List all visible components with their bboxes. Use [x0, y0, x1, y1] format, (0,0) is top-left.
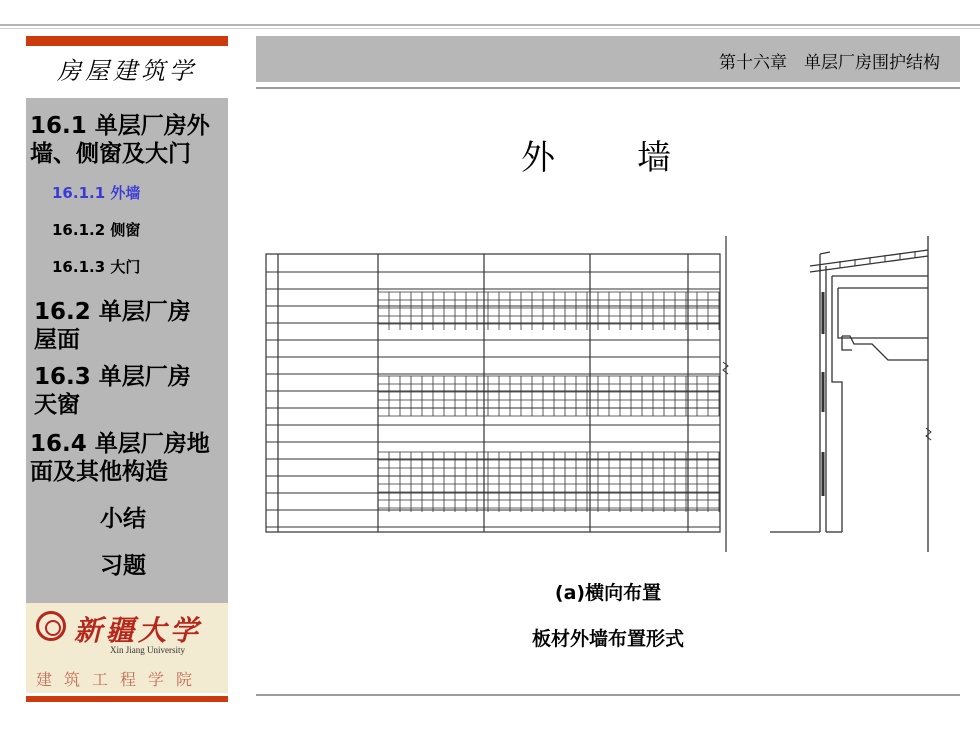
- university-emblem-icon: [36, 611, 66, 641]
- course-title: 房屋建筑学: [26, 52, 228, 90]
- university-name: 新疆大学: [74, 614, 203, 647]
- nav-16-4-label: 16.4 单层厂房地面及其他构造: [30, 431, 210, 485]
- sidebar-bottom-bar: [26, 696, 228, 702]
- nav-16-4[interactable]: [30, 430, 226, 486]
- top-rule-secondary: [0, 28, 980, 29]
- header-rule: [256, 87, 960, 89]
- figure-caption-a: (a)横向布置: [554, 582, 662, 604]
- nav-exercises[interactable]: 习题: [100, 553, 146, 579]
- nav-16-3[interactable]: [34, 363, 204, 419]
- nav-16-1[interactable]: [30, 112, 230, 168]
- sidebar-accent-bar: [26, 36, 228, 46]
- chapter-header: [256, 36, 960, 82]
- nav-summary[interactable]: 小结: [100, 506, 146, 532]
- figure-caption-title: 板材外墙布置形式: [531, 628, 684, 650]
- college-name: 建筑工程学院: [36, 670, 205, 689]
- nav-16-1-3[interactable]: 16.1.3 大门: [52, 258, 141, 276]
- nav-16-1-2[interactable]: 16.1.2 侧窗: [52, 221, 141, 239]
- wall-elevation-drawing: [260, 232, 740, 560]
- nav-16-3-label: 16.3 单层厂房天窗: [34, 364, 191, 418]
- nav-16-1-1[interactable]: 16.1.1 外墙: [52, 184, 141, 202]
- university-name-en: Xin Jiang University: [110, 645, 185, 655]
- nav-16-2-label: 16.2 单层厂房屋面: [34, 299, 191, 353]
- chapter-title: 第十六章 单层厂房围护结构: [719, 53, 940, 73]
- slide-title: 外 墙: [521, 138, 695, 178]
- footer-rule: [256, 694, 960, 696]
- nav-16-2[interactable]: [34, 298, 204, 354]
- top-rule: [0, 24, 980, 26]
- nav-16-1-label: 16.1 单层厂房外墙、侧窗及大门: [30, 113, 210, 167]
- university-logo: [26, 603, 228, 693]
- wall-section-drawing: [770, 232, 950, 560]
